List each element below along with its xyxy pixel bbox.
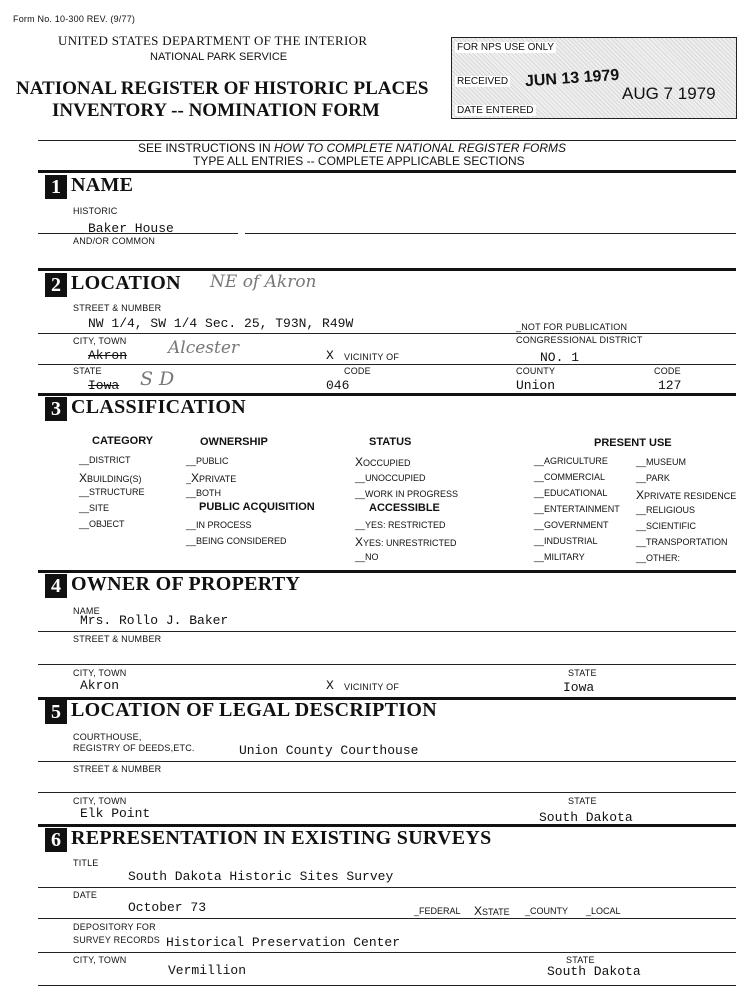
use-military[interactable]: __MILITARY <box>534 552 585 562</box>
level-state[interactable] <box>474 904 510 918</box>
historic-label: HISTORIC <box>73 206 118 216</box>
instructions-line1 <box>138 141 566 155</box>
use-other[interactable]: __OTHER: <box>636 553 681 563</box>
option-label: MUSEUM <box>646 457 687 467</box>
status-work-in-progress[interactable]: __WORK IN PROGRESS <box>355 489 459 499</box>
option-label: COMMERCIAL <box>544 472 606 482</box>
option-label: BOTH <box>196 488 222 498</box>
category-site[interactable]: __SITE <box>79 503 110 513</box>
survey-state-label: STATE <box>566 955 595 965</box>
survey-records-label: SURVEY RECORDS <box>73 935 160 945</box>
checked-mark: X <box>636 488 645 502</box>
depository-value[interactable]: Historical Preservation Center <box>166 935 401 950</box>
owner-name-label: NAME <box>73 606 100 616</box>
option-label: PUBLIC <box>196 456 229 466</box>
level-local[interactable]: _LOCAL <box>586 906 621 916</box>
section-number: 2 <box>45 273 67 297</box>
use-scientific[interactable]: __SCIENTIFIC <box>636 521 697 531</box>
received-stamp: JUN 13 1979 <box>524 66 620 91</box>
option-label: YES: RESTRICTED <box>365 520 446 530</box>
code-value[interactable]: 046 <box>326 378 350 393</box>
option-label: STRUCTURE <box>89 487 145 497</box>
section-title: OWNER OF PROPERTY <box>71 573 301 595</box>
legal-state-label: STATE <box>568 796 597 806</box>
option-label: INDUSTRIAL <box>544 536 598 546</box>
option-label: RELIGIOUS <box>646 505 696 515</box>
survey-state-value[interactable]: South Dakota <box>547 964 641 979</box>
nps-box-label: FOR NPS USE ONLY <box>457 42 555 53</box>
city-label: CITY, TOWN <box>73 336 127 346</box>
option-label: SCIENTIFIC <box>646 521 697 531</box>
level-federal[interactable]: _FEDERAL <box>414 906 461 916</box>
use-transportation[interactable]: __TRANSPORTATION <box>636 537 728 547</box>
use-industrial[interactable]: __INDUSTRIAL <box>534 536 598 546</box>
accessible-no[interactable]: __NO <box>355 552 379 562</box>
checked-mark: X <box>191 471 200 485</box>
option-label: PRIVATE <box>199 474 237 484</box>
use-entertainment[interactable]: __ENTERTAINMENT <box>534 504 620 514</box>
option-label: BEING CONSIDERED <box>196 536 287 546</box>
street-label: STREET & NUMBER <box>73 303 162 313</box>
owner-name-value[interactable]: Mrs. Rollo J. Baker <box>80 613 229 628</box>
owner-city-value[interactable]: Akron <box>80 678 120 693</box>
ownership-both[interactable]: __BOTH <box>186 488 222 498</box>
courthouse-value[interactable]: Union County Courthouse <box>239 743 419 758</box>
survey-city-value[interactable]: Vermillion <box>168 963 247 978</box>
section-rule <box>38 170 736 173</box>
section-title: REPRESENTATION IN EXISTING SURVEYS <box>71 827 492 849</box>
not-for-publication: _NOT FOR PUBLICATION <box>516 322 628 332</box>
common-label: AND/OR COMMON <box>73 236 156 246</box>
survey-title-label: TITLE <box>73 858 99 868</box>
legal-state-value[interactable]: South Dakota <box>539 810 633 825</box>
handwritten-note: NE of Akron <box>210 272 317 292</box>
code2-label: CODE <box>654 366 681 376</box>
option-label: OCCUPIED <box>363 458 411 468</box>
ownership-heading: OWNERSHIP <box>200 436 268 448</box>
option-label: UNOCCUPIED <box>365 473 426 483</box>
section-number: 4 <box>45 574 67 598</box>
category-district[interactable]: __DISTRICT <box>79 455 131 465</box>
option-label: ENTERTAINMENT <box>544 504 620 514</box>
form-title-line1: NATIONAL REGISTER OF HISTORIC PLACES <box>16 78 429 99</box>
date-entered-label: DATE ENTERED <box>457 105 534 116</box>
survey-title-value[interactable]: South Dakota Historic Sites Survey <box>128 869 394 884</box>
section-title: NAME <box>71 174 134 196</box>
option-label: NO <box>365 552 379 562</box>
owner-state-value[interactable]: Iowa <box>563 680 595 695</box>
depository-label: DEPOSITORY FOR <box>73 922 156 932</box>
option-label: PARK <box>646 473 670 483</box>
instructions-text: SEE INSTRUCTIONS IN <box>138 141 275 155</box>
field-line <box>38 333 736 334</box>
option-label: IN PROCESS <box>196 520 252 530</box>
state-label: STATE <box>73 366 102 376</box>
legal-city-value[interactable]: Elk Point <box>80 806 151 821</box>
congressional-district-value[interactable]: NO. 1 <box>540 350 580 365</box>
state-value[interactable]: Iowa <box>88 378 120 393</box>
use-park[interactable]: __PARK <box>636 473 670 483</box>
checked-mark: X <box>474 904 483 918</box>
section-number: 5 <box>45 700 67 724</box>
state-handwritten: S D <box>140 368 175 390</box>
option-label: STATE <box>482 907 510 917</box>
owner-vicinity-mark[interactable]: X <box>326 678 334 693</box>
field-line <box>38 631 736 632</box>
checked-mark: X <box>79 471 88 485</box>
option-label: YES: UNRESTRICTED <box>363 538 457 548</box>
option-label: WORK IN PROGRESS <box>365 489 459 499</box>
option-label: AGRICULTURE <box>544 456 608 466</box>
use-private-residence[interactable] <box>636 488 736 502</box>
checked-mark: X <box>355 455 364 469</box>
section-rule <box>38 268 736 271</box>
form-number: Form No. 10-300 REV. (9/77) <box>13 14 136 24</box>
level-county[interactable]: _COUNTY <box>525 906 569 916</box>
form-title-line2: INVENTORY -- NOMINATION FORM <box>52 100 380 121</box>
vicinity-label: VICINITY OF <box>344 352 400 362</box>
category-heading: CATEGORY <box>92 435 154 447</box>
field-line <box>38 918 736 919</box>
option-label: MILITARY <box>544 552 585 562</box>
checked-mark: X <box>355 535 364 549</box>
field-line <box>38 664 736 665</box>
option-label: DISTRICT <box>89 455 131 465</box>
option-label: OBJECT <box>89 519 125 529</box>
courthouse-label: COURTHOUSE, <box>73 732 142 742</box>
acquisition-being-considered[interactable]: __BEING CONSIDERED <box>186 536 287 546</box>
use-religious[interactable]: __RELIGIOUS <box>636 505 696 515</box>
use-government[interactable]: __GOVERNMENT <box>534 520 609 530</box>
code2-value[interactable]: 127 <box>658 378 682 393</box>
section-title: LOCATION <box>71 272 181 294</box>
option-label: OTHER: <box>646 553 681 563</box>
public-acquisition-heading: PUBLIC ACQUISITION <box>199 501 315 513</box>
status-occupied[interactable] <box>355 455 411 469</box>
county-label: COUNTY <box>516 366 556 376</box>
ownership-public[interactable]: __PUBLIC <box>186 456 229 466</box>
option-label: TRANSPORTATION <box>646 537 728 547</box>
acquisition-in-process[interactable]: __IN PROCESS <box>186 520 252 530</box>
city-handwritten: Alcester <box>168 338 240 358</box>
legal-city-label: CITY, TOWN <box>73 796 127 806</box>
status-unoccupied[interactable]: __UNOCCUPIED <box>355 473 426 483</box>
survey-date-value[interactable]: October 73 <box>128 900 207 915</box>
section-number: 3 <box>45 397 67 421</box>
accessible-heading: ACCESSIBLE <box>369 502 440 514</box>
registry-label: REGISTRY OF DEEDS,ETC. <box>73 743 195 753</box>
category-object[interactable]: __OBJECT <box>79 519 125 529</box>
received-label: RECEIVED <box>457 76 509 87</box>
instructions-line2: TYPE ALL ENTRIES -- COMPLETE APPLICABLE SECTIONS <box>193 154 525 168</box>
use-educational[interactable]: __EDUCATIONAL <box>534 488 608 498</box>
survey-date-label: DATE <box>73 890 98 900</box>
congressional-district-label: CONGRESSIONAL DISTRICT <box>516 335 643 345</box>
instructions-reference: HOW TO COMPLETE NATIONAL REGISTER FORMS <box>274 141 567 155</box>
owner-vicinity-label: VICINITY OF <box>344 682 400 692</box>
use-commercial[interactable]: __COMMERCIAL <box>534 472 606 482</box>
ownership-private[interactable]: _XPRIVATE <box>186 471 237 485</box>
street-value[interactable]: NW 1/4, SW 1/4 Sec. 25, T93N, R49W <box>88 316 354 331</box>
category-buildings[interactable] <box>79 471 142 485</box>
use-museum[interactable]: __MUSEUM <box>636 457 687 467</box>
owner-state-label: STATE <box>568 668 597 678</box>
option-label: GOVERNMENT <box>544 520 609 530</box>
field-line <box>38 985 736 986</box>
entered-stamp: AUG 7 1979 <box>622 84 716 103</box>
field-line <box>38 364 736 365</box>
section-title: LOCATION OF LEGAL DESCRIPTION <box>71 699 437 721</box>
option-label: SITE <box>89 503 110 513</box>
vicinity-mark[interactable]: X <box>326 348 334 363</box>
department-name: UNITED STATES DEPARTMENT OF THE INTERIOR <box>58 33 368 48</box>
field-line <box>38 233 238 234</box>
city-value[interactable]: Akron <box>88 348 128 363</box>
legal-street-label: STREET & NUMBER <box>73 764 162 774</box>
accessible-unrestricted[interactable] <box>355 535 457 549</box>
option-label: PRIVATE RESIDENCE <box>644 491 737 501</box>
status-heading: STATUS <box>369 436 412 448</box>
present-use-heading: PRESENT USE <box>594 437 672 449</box>
field-line <box>38 792 736 793</box>
county-value[interactable]: Union <box>516 378 556 393</box>
section-title: CLASSIFICATION <box>71 396 246 418</box>
historic-value[interactable]: Baker House <box>88 221 174 236</box>
section-number: 6 <box>45 828 67 852</box>
service-name: NATIONAL PARK SERVICE <box>150 51 288 63</box>
field-line <box>38 761 736 762</box>
owner-city-label: CITY, TOWN <box>73 668 127 678</box>
category-structure[interactable]: __STRUCTURE <box>79 487 145 497</box>
owner-street-label: STREET & NUMBER <box>73 634 162 644</box>
use-agriculture[interactable]: __AGRICULTURE <box>534 456 608 466</box>
option-label: BUILDING(S) <box>87 474 142 484</box>
section-number: 1 <box>45 175 67 199</box>
option-label: EDUCATIONAL <box>544 488 608 498</box>
field-line <box>38 887 736 888</box>
accessible-restricted[interactable]: __YES: RESTRICTED <box>355 520 446 530</box>
survey-city-label: CITY, TOWN <box>73 955 127 965</box>
field-line <box>245 233 736 234</box>
code-label: CODE <box>344 366 371 376</box>
field-line <box>38 952 736 953</box>
